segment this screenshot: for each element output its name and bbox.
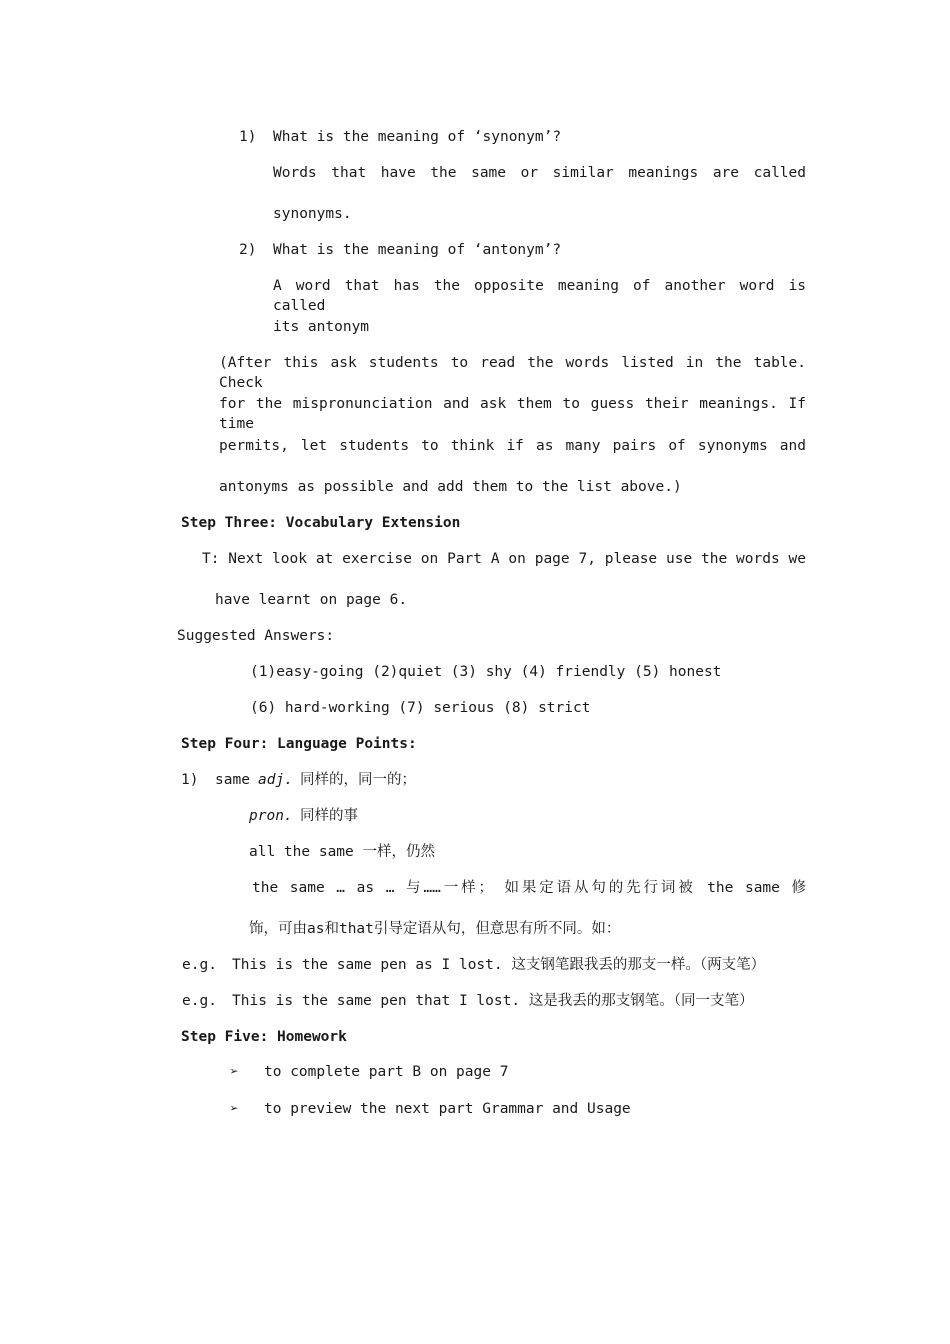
example1-label: e.g. [182,957,217,973]
suggested-row1: (1)easy-going (2)quiet (3) shy (4) friendly (5) honest [250,664,722,680]
example2-text: This is the same pen that I lost. 这是我丢的那支钢笔。（同一支笔） [232,993,754,1009]
bullet-arrow-icon: ➢ [230,1064,239,1080]
suggested-label: Suggested Answers: [177,628,335,644]
note-line2: for the mispronunciation and ask them to guess their meanings. If time [219,396,806,432]
step4-phrase1: all the same 一样，仍然 [249,844,435,860]
note-line1: (After this ask students to read the words listed in the table. Check [219,355,806,391]
q1-answer-line1: Words that have the same or similar meanings are called [273,165,806,181]
step4-heading: Step Four: Language Points: [181,736,417,752]
suggested-row2: (6) hard-working (7) serious (8) strict [250,700,591,716]
step4-word: same [215,772,250,788]
step3-line1: T: Next look at exercise on Part A on page 7, please use the words we [202,551,806,567]
note-line3: permits, let students to think if as many pairs of synonyms and [219,438,806,454]
q2-answer-line1: A word that has the opposite meaning of another word is called [273,278,806,314]
q1-answer-line2: synonyms. [273,206,352,222]
step3-heading: Step Three: Vocabulary Extension [181,515,461,531]
q2-number: 2) [239,242,257,258]
step3-line2: have learnt on page 6. [215,592,408,608]
example1-text: This is the same pen as I lost. 这支钢笔跟我丢的那支一样。（两支笔） [232,957,766,973]
bullet-arrow-icon: ➢ [230,1101,239,1117]
step4-pos-pron: pron. [249,808,293,824]
note-line4: antonyms as possible and add them to the list above.) [219,479,682,495]
step4-number: 1) [181,772,199,788]
step4-adj-meaning: 同样的，同一的； [300,772,416,788]
q2-answer-line2: its antonym [273,319,370,335]
step4-phrase2-line2: 饰，可由as和that引导定语从句，但意思有所不同。如： [249,921,621,937]
homework-item-1: to complete part B on page 7 [264,1064,509,1080]
q1-question: What is the meaning of ‘synonym’? [273,129,562,145]
step4-pron-meaning: 同样的事 [300,808,358,824]
step4-phrase2-line1: the same … as … 与……一样； 如果定语从句的先行词被 the same 修 [252,880,806,896]
homework-item-2: to preview the next part Grammar and Usage [264,1101,631,1117]
example2-label: e.g. [182,993,217,1009]
step5-heading: Step Five: Homework [181,1029,347,1045]
q2-question: What is the meaning of ‘antonym’? [273,242,562,258]
step4-pos-adj: adj. [258,772,293,788]
q1-number: 1) [239,129,257,145]
